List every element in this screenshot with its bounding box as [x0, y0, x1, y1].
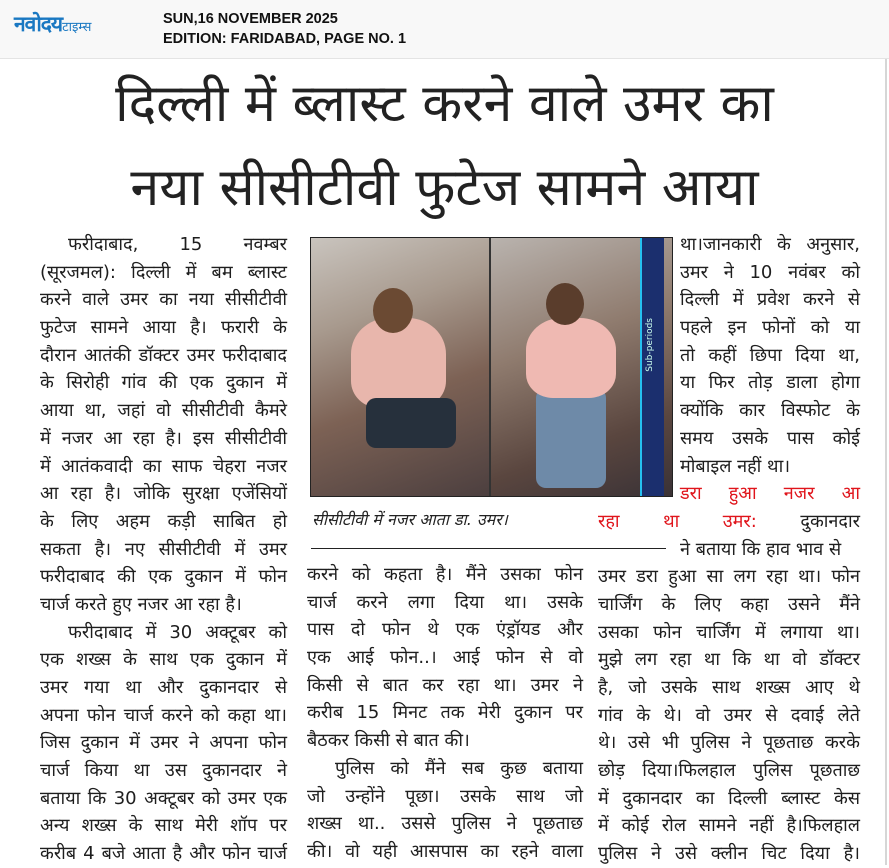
article-text-line: एक शख्स के साथ एक दुकान में — [40, 649, 287, 671]
article-text-line: करीब 15 मिनट तक मेरी दुकान पर — [307, 702, 583, 724]
cctv-frame-right — [491, 238, 672, 496]
article-text-line: आया था, जहां वो सीसीटीवी कैमरे — [40, 400, 287, 422]
article-text-line: मोबाइल नहीं था। — [680, 455, 791, 477]
article-text-line: की। वो यही आसपास का रहने वाला — [307, 840, 583, 862]
article-text-line: में दुकानदार का दिल्ली ब्लास्ट केस — [598, 787, 860, 809]
subhead-line-2 — [598, 508, 860, 536]
article-text-line: में नजर आ रहा है। इस सीसीटीवी — [40, 427, 287, 449]
headline-line-1: दिल्ली में ब्लास्ट करने वाले उमर का — [115, 74, 774, 134]
article-text-line: करने को कहता है। मैंने उसका फोन — [307, 564, 583, 585]
article-text-line: बैठकर किसी से बात की। — [307, 730, 470, 752]
article-text-line: क्योंकि कार विस्फोट के — [680, 400, 860, 422]
article-text-line: अन्य शख्स के साथ मेरी शॉप पर — [40, 815, 287, 837]
article-text-line: ने बताया कि हाव भाव से — [680, 538, 842, 560]
cctv-timeline-bar — [640, 238, 664, 496]
article-text-line: तो कहीं छिपा दिया था, — [680, 344, 860, 366]
article-text-line: छोड़ दिया।फिलहाल पुलिस पूछताछ — [598, 760, 860, 782]
subhead-rest: दुकानदार — [756, 510, 860, 532]
article-text-line: समय उसके पास कोई — [680, 427, 860, 449]
subhead-line-1: डरा हुआ नजर आ — [680, 483, 860, 505]
article-text-line: फुटेज सामने आया है। फरारी के — [40, 317, 287, 339]
article-text-line: चार्ज करते हुए नजर आ रहा है। — [40, 593, 242, 615]
headline-line-2: नया सीसीटीवी फुटेज सामने आया — [130, 158, 759, 218]
article-text-line: उमर गया था और दुकानदार से — [40, 677, 287, 698]
article-text-line: थे। उसे भी पुलिस ने पूछताछ करके — [598, 732, 860, 754]
article-text-line: है, जो उसके साथ शख्स आए थे — [598, 677, 860, 698]
article-text-line: सकता है। नए सीसीटीवी में उमर — [40, 538, 287, 560]
logo-main: नवोदय — [14, 12, 63, 36]
article-text-line: अपना फोन चार्ज करने को कहा था। — [40, 704, 287, 726]
article-column-2 — [307, 561, 583, 866]
article-text-line: पुलिस ने उसे क्लीन चिट दिया है। — [598, 843, 860, 865]
person-jeans — [536, 388, 606, 488]
edition-info — [163, 9, 406, 49]
article-text-line: करीब 4 बजे आता है और फोन चार्ज — [40, 843, 287, 865]
publication-date: SUN,16 NOVEMBER 2025 — [163, 11, 338, 27]
article-column-1 — [40, 231, 287, 868]
article-text-line: पहले इन फोनों को या — [680, 317, 860, 339]
cctv-overlay-label: Sub-periods — [645, 318, 655, 372]
article-text-line: करने वाले उमर का नया सीसीटीवी — [40, 289, 287, 311]
edition-page: EDITION: FARIDABAD, PAGE NO. 1 — [163, 31, 407, 47]
article-text-line: एक आई फोन..। आई फोन से वो — [307, 647, 583, 669]
article-text-line: उसका फोन चार्जिंग में लगाया था। — [598, 621, 860, 643]
article-text-line: जिस दुकान में उमर ने अपना फोन — [40, 732, 287, 754]
article-text-line: (सूरजमल): दिल्ली में बम ब्लास्ट — [40, 261, 287, 283]
article-text-line: फरीदाबाद, 15 नवम्बर — [68, 234, 287, 255]
subhead-red: रहा था उमर: — [598, 510, 757, 532]
bag — [366, 398, 456, 448]
article-text-line: शख्स था.. उससे पुलिस ने पूछताछ — [307, 813, 583, 835]
person-shirt — [526, 318, 616, 398]
cctv-photo — [310, 237, 673, 497]
article-text-line: के सिरोही गांव की एक दुकान में — [40, 372, 287, 394]
person-head — [546, 283, 584, 325]
article-text-line: चार्ज किया था उस दुकानदार ने — [40, 760, 287, 782]
article-text-line: मुझे लग रहा था कि था वो डॉक्टर — [598, 649, 860, 671]
article-text-line: फरीदाबाद की एक दुकान में फोन — [40, 566, 287, 588]
article-text-line: में आतंकवादी का साफ चेहरा नजर — [40, 455, 287, 477]
cctv-frame-left — [311, 238, 489, 496]
article-text-line: दौरान आतंकी डॉक्टर उमर फरीदाबाद — [40, 344, 287, 366]
article-text-line: में कोई रोल सामने नहीं है।फिलहाल — [598, 815, 860, 837]
photo-caption: सीसीटीवी में नजर आता डा. उमर। — [312, 510, 508, 529]
article-text-line: चार्जिंग के लिए कहा उसने मैंने — [598, 593, 860, 615]
caption-divider — [311, 548, 666, 549]
article-text-line: के लिए अहम कड़ी साबित हो — [40, 510, 287, 532]
article-text-line: पुलिस को मैंने सब कुछ बताया — [335, 757, 583, 779]
article-text-line: गांव के थे। वो उमर से दवाई लेते — [598, 704, 860, 726]
article-text-line: चार्ज करने लगा दिया था। उसके — [307, 591, 583, 613]
newspaper-logo — [14, 10, 91, 38]
article-text-line: या फिर तोड़ डाला होगा — [680, 372, 860, 394]
article-text-line: जो उन्होंने पूछा। उसके साथ जो — [307, 785, 583, 807]
person-head — [373, 288, 413, 333]
top-bar — [0, 0, 889, 59]
article-text-line: उमर डरा हुआ सा लग रहा था। फोन — [598, 566, 860, 588]
article-text-line: था।जानकारी के अनुसार, — [680, 234, 860, 255]
article-text-line: आ रहा है। जोकि सुरक्षा एजेंसियों — [40, 483, 287, 505]
article-text-line: किसी से बात कर रहा था। उमर ने — [307, 674, 583, 696]
article-text-line: फरीदाबाद में 30 अक्टूबर को — [68, 621, 287, 643]
article-text-line: दिल्ली में प्रवेश करने से — [680, 289, 860, 311]
article-text-line: पास दो फोन थे एक एंड्रॉयड और — [307, 619, 583, 641]
article-text-line: बताया कि 30 अक्टूबर को उमर एक — [40, 787, 287, 809]
article-text-line: उमर ने 10 नवंबर को — [680, 261, 860, 283]
logo-sub: टाइम्स — [62, 20, 92, 35]
